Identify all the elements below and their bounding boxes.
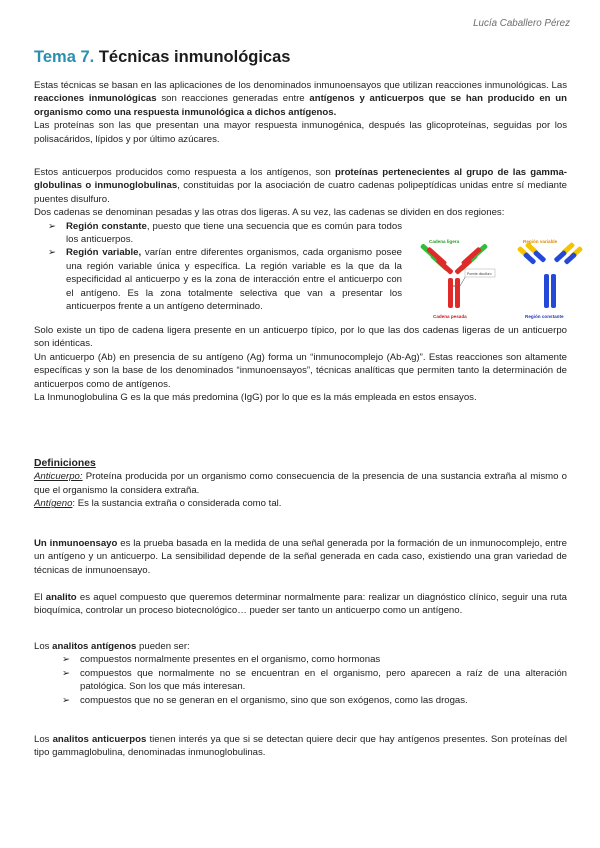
more-paragraph-3: La Inmunoglobulina G es la que más predomina (IgG) por lo que es la más empleada en estos ensayos. (34, 392, 477, 404)
analito-text: es aquel compuesto que queremos determinar normalmente para: realizar un diagnóstico clínico, seguir una ruta bioquímica, controlar un proceso biotecnológico… pueder ser tanto un anticuerpo como un antígeno. (34, 592, 567, 617)
title-text: Técnicas inmunológicas (98, 48, 291, 66)
title-number: Tema 7. (34, 48, 95, 66)
anticuerpo-text: Proteína producida por un organismo como consecuencia de la presencia de una sustancia extraña al mismo o que el organismo la considera extraña. (34, 471, 567, 496)
list-item (34, 246, 402, 313)
arrow-bullet-icon: ➢ (62, 667, 71, 679)
intro-section (34, 79, 567, 146)
analitos-antigenos-section (34, 640, 567, 707)
inmunoensayo-section (34, 537, 567, 577)
anticuerpo-term: Anticuerpo: (34, 471, 83, 483)
antibodies-text-a: Estos anticuerpos producidos como respuesta a los antígenos, son (34, 167, 335, 178)
list-item (48, 667, 567, 694)
analitos-antigenos-term: analitos antígenos (52, 641, 137, 652)
label-variable-region: Región variable (523, 239, 558, 244)
antibodies-paragraph-2: Dos cadenas se denominan pesadas y las otras dos ligeras. A su vez, las cadenas se dividen en dos regiones: (34, 207, 505, 219)
region-constante-text: , puesto que tiene una secuencia que es común para todos los anticuerpos. (66, 220, 402, 246)
antibodies-bold-globulinas: proteínas pertenecientes al grupo de las gamma-globulinas o inmunoglobulinas (34, 167, 568, 192)
regions-list (34, 220, 402, 314)
inmunoensayo-term: Un inmunoensayo (34, 538, 118, 549)
label-constant-region: Región constante (525, 314, 564, 319)
list-item-text: compuestos normalmente presentes en el organismo, como hormonas (80, 654, 381, 666)
constant-stem-left (544, 274, 549, 308)
analitos-anticuerpos-paragraph (34, 733, 567, 760)
antigeno-text: : Es la sustancia extraña o considerada como tal. (72, 498, 282, 510)
analitos-antigenos-list (34, 653, 567, 707)
heavy-chain-stem-left (448, 278, 453, 308)
region-variable-text: varían entre diferentes organismos, cada organismo posee una región variable única y específica. La región variable es la que da la especificidad al anticuerpo y es la zona de interacción entre el anticuerpo con el antígeno. Es la zona totalmente selectiva que van a presentar los anticuerpos frente a un antígeno determinado. (66, 247, 403, 313)
definition-anticuerpo (34, 470, 567, 497)
analitos-anticuerpos-term: analitos anticuerpos (52, 734, 147, 745)
analito-text-a: El (34, 592, 46, 603)
intro-text-c: son reacciones generadas entre (156, 93, 310, 105)
list-item (48, 694, 567, 707)
intro-text-a: Estas técnicas se basan en las aplicaciones de los denominados inmunoensayos que utilizan reacciones inmunológicas. Las (34, 80, 567, 91)
analitos-antigenos-intro (34, 640, 567, 653)
author-name: Lucía Caballero Pérez (473, 18, 570, 29)
arrow-bullet-icon: ➢ (48, 247, 57, 259)
antigeno-term: Antígeno (34, 498, 73, 510)
arrow-bullet-icon: ➢ (62, 694, 71, 706)
analito-section (34, 591, 567, 618)
definition-antigeno (34, 497, 567, 510)
definitions-section (34, 457, 567, 511)
analitos-anticuerpos-text-a: Los (34, 734, 53, 745)
more-paragraph-2: Un anticuerpo (Ab) en presencia de su antígeno (Ag) forma un “inmunocomplejo (Ab-Ag)”. Estas reacciones son altamente específicas y son la base de los denominados “inmunoensayos”, técnicas analíticas que permiten tanto la determinación de anticuerpos como de antígenos. (34, 351, 567, 390)
list-item-text: compuestos que no se generan en el organismo, sino que son exógenos, como las drogas. (80, 694, 468, 706)
intro-paragraph-1 (34, 79, 567, 119)
analitos-anticuerpos-section (34, 733, 567, 760)
analito-paragraph (34, 591, 567, 618)
intro-paragraph-2: Las proteínas son las que presentan una mayor respuesta inmunogénica, después las glicoproteínas, seguidas por los polisacáridos, lípidos y por último azúcares. (34, 120, 567, 145)
analitos-anticuerpos-text: tienen interés ya que si se detectan quiere decir que hay antígenos presentes. Son proteínas del tipo gammaglobulina, denominadas inmunoglobulinas. (34, 734, 568, 759)
label-heavy-chain: Cadena pesada (433, 314, 467, 319)
more-paragraph-1: Solo existe un tipo de cadena ligera presente en un anticuerpo típico, por lo que las dos cadenas ligeras de un anticuerpo son idénticas. (34, 325, 567, 350)
region-variable-term: Región variable, (66, 247, 142, 259)
arrow-bullet-icon: ➢ (62, 654, 71, 666)
definitions-heading: Definiciones (34, 458, 96, 469)
list-item-text: compuestos que normalmente no se encuentran en el organismo, pero aparecen a raíz de una alteración patológica. Son los que más interesan. (80, 667, 567, 693)
intro-bold-reacciones: reacciones inmunológicas (34, 93, 157, 105)
list-item (48, 653, 567, 666)
inmunoensayo-text: es la prueba basada en la medida de una señal generada por la formación de un inmunocomplejo, entre un antígeno y un anticuerpo. La sensibilidad depende de la señal generada en cada caso, existiendo una gran variedad de técnicas de inmunoensayo. (34, 538, 567, 576)
antibody-diagram (415, 234, 585, 322)
arrow-bullet-icon: ➢ (48, 220, 57, 232)
inmunoensayo-paragraph (34, 537, 567, 577)
antibody-right (517, 242, 583, 308)
more-section (34, 324, 567, 404)
label-disulfide: Puente disulfuro (467, 271, 492, 276)
page-title (34, 47, 290, 67)
region-constante-term: Región constante (66, 220, 147, 232)
antibodies-text-c: , constituidas por la asociación de cuatro cadenas polipeptídicas unidas entre sí mediante puentes disulfuro. (34, 180, 567, 205)
analitos-antigenos-text-a: Los (34, 641, 53, 652)
analito-term: analito (45, 592, 77, 603)
constant-stem-right (551, 274, 556, 308)
intro-bold-antigenos: antígenos y anticuerpos que se han producido en un organismo como una respuesta inmunológica a dichos antígenos. (34, 93, 567, 118)
antibodies-paragraph-1 (34, 166, 567, 206)
analitos-antigenos-text-b: pueden ser: (136, 641, 190, 652)
heavy-chain-stem-right (455, 278, 460, 308)
list-item (34, 220, 402, 247)
label-light-chain: Cadena ligera (429, 239, 460, 244)
